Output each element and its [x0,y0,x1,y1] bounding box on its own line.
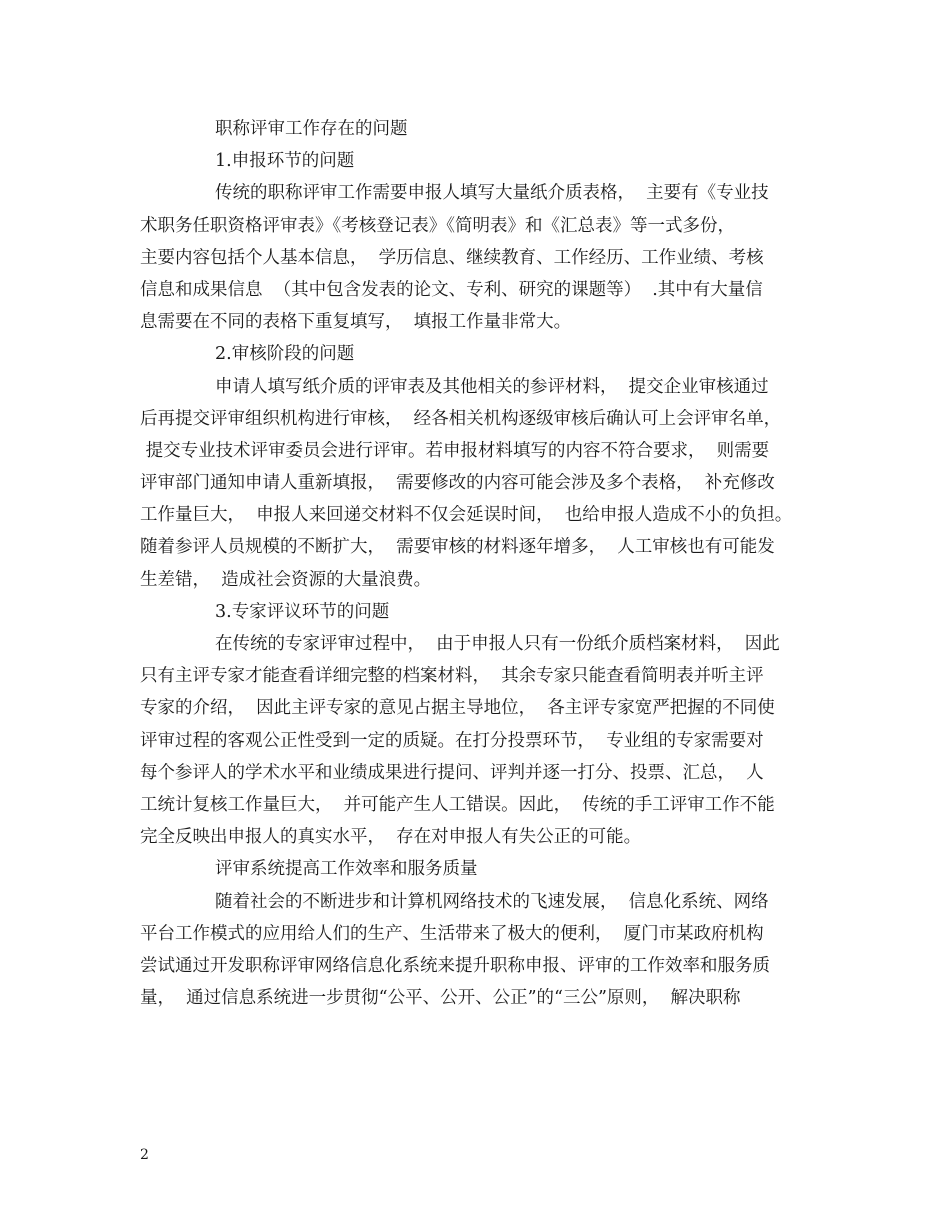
paragraph-line: 评审过程的客观公正性受到一定的质疑。在打分投票环节， 专业组的专家需要对 [140,730,764,751]
paragraph-line: 评审部门通知申请人重新填报， 需要修改的内容可能会涉及多个表格， 补充修改 [140,473,775,494]
subheading-application-stage: 1.申报环节的问题 [215,151,355,172]
paragraph-line: 申请人填写纸介质的评审表及其他相关的参评材料， 提交企业审核通过 [215,376,769,397]
paragraph-line: 每个参评人的学术水平和业绩成果进行提问、评判并逐一打分、投票、汇总， 人 [140,762,764,783]
heading-system-efficiency: 评审系统提高工作效率和服务质量 [215,859,478,880]
paragraph-line: 主要内容包括个人基本信息， 学历信息、继续教育、工作经历、工作业绩、考核 [140,247,764,268]
paragraph-line: 量， 通过信息系统进一步贯彻“公平、公开、公正”的“三公”原则， 解决职称 [140,988,741,1009]
paragraph-line: 工统计复核工作量巨大， 并可能产生人工错误。因此， 传统的手工评审工作不能 [140,794,775,815]
paragraph-line: 生差错， 造成社会资源的大量浪费。 [140,569,432,590]
paragraph-line: 后再提交评审组织机构进行审核， 经各相关机构逐级审核后确认可上会评审名单， [140,408,782,429]
paragraph-line: 提交专业技术评审委员会进行评审。若申报材料填写的内容不符合要求， 则需要 [140,440,770,461]
subheading-review-stage: 2.审核阶段的问题 [215,344,355,365]
heading-problems: 职称评审工作存在的问题 [215,119,408,139]
paragraph-line: 完全反映出申报人的真实水平， 存在对申报人有失公正的可能。 [140,827,642,848]
paragraph-line: 平台工作模式的应用给人们的生产、生活带来了极大的便利， 厦门市某政府机构 [140,923,764,944]
paragraph-line: 息需要在不同的表格下重复填写， 填报工作量非常大。 [140,312,572,333]
paragraph-line: 专家的介绍， 因此主评专家的意见占据主导地位， 各主评专家宽严把握的不同使 [140,698,775,719]
paragraph-line: 传统的职称评审工作需要申报人填写大量纸介质表格， 主要有《专业技 [215,183,769,204]
paragraph-line: 在传统的专家评审过程中， 由于申报人只有一份纸介质档案材料， 因此 [215,634,780,654]
paragraph-line: 只有主评专家才能查看详细完整的档案材料， 其余专家只能查看简明表并听主评 [140,666,764,687]
paragraph-line: 随着社会的不断进步和计算机网络技术的飞速发展， 信息化系统、网络 [215,891,769,912]
paragraph-line: 尝试通过开发职称评审网络信息化系统来提升职称申报、评审的工作效率和服务质 [140,955,770,976]
subheading-expert-review-stage: 3.专家评议环节的问题 [215,601,390,622]
document-body [140,113,820,1014]
paragraph-line: 工作量巨大， 申报人来回递交材料不仅会延误时间， 也给申报人造成不小的负担。 [140,505,793,526]
page-number: 2 [140,1147,149,1163]
paragraph-line: 术职务任职资格评审表》《考核登记表》《简明表》和《汇总表》等一式多份， [140,215,735,236]
paragraph-line: 信息和成果信息 （其中包含发表的论文、专利、研究的课题等） .其中有大量信 [140,279,763,300]
paragraph-line: 随着参评人员规模的不断扩大， 需要审核的材料逐年增多， 人工审核也有可能发 [140,537,775,558]
